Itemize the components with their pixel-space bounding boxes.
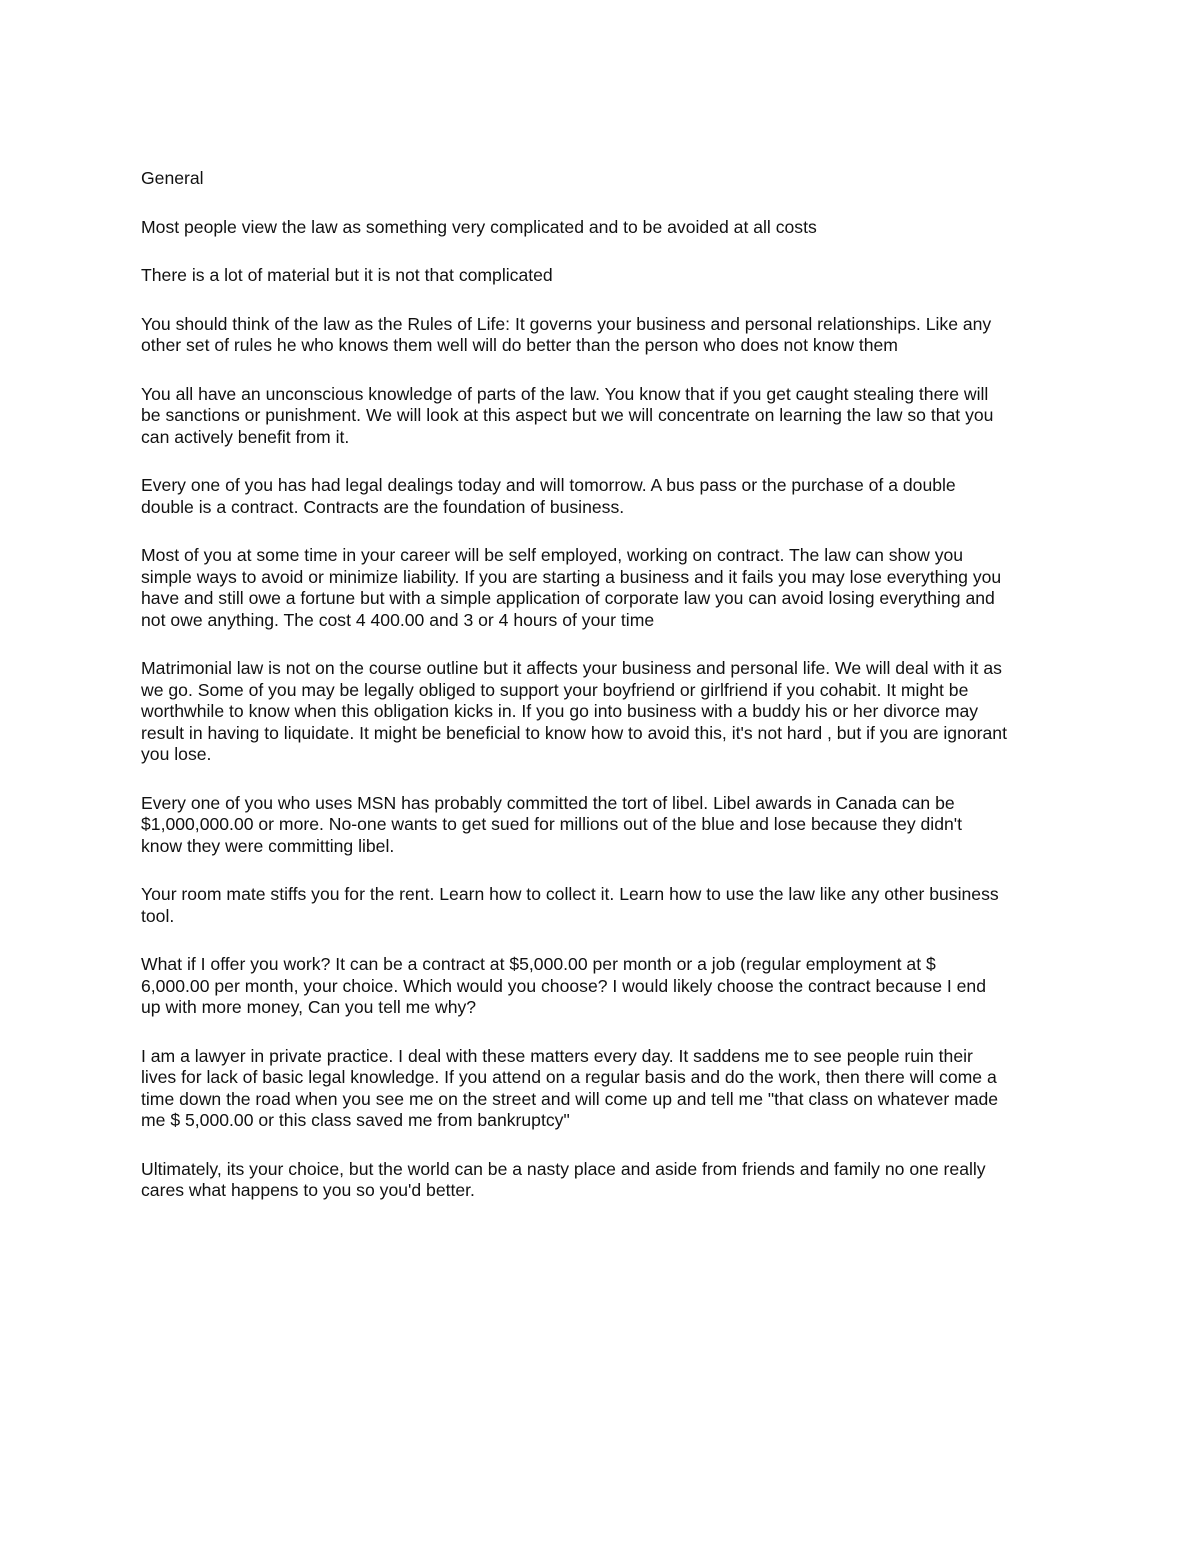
paragraph-line: You all have an unconscious knowledge of parts of the law. You know that if you get caught stealing there will [141,383,989,404]
paragraph-line: worthwhile to know when this obligation kicks in. If you go into business with a buddy his or her divorce may [141,701,979,721]
paragraph-line: not owe anything. The cost 4 400.00 and 3 or 4 hours of your time [141,609,655,630]
paragraph-line: Most people view the law as something very complicated and to be avoided at all costs [141,216,817,237]
paragraph-line: Your room mate stiffs you for the rent. Learn how to collect it. Learn how to use the law like any other business [141,884,999,904]
paragraph-line: cares what happens to you so you'd better. [141,1180,475,1200]
paragraph [141,265,1066,287]
paragraph-line: You should think of the law as the Rules of Life: It governs your business and personal relationships. Like any [141,313,992,334]
paragraph-line: be sanctions or punishment. We will look at this aspect but we will concentrate on learning the law so that you [141,405,994,425]
paragraph [141,954,1066,1019]
paragraph-line: know they were committing libel. [141,835,395,856]
paragraph [141,545,1066,631]
paragraph [141,1046,1066,1132]
paragraph-line: tool. [141,905,175,926]
paragraph-line: have and still owe a fortune but with a simple application of corporate law you can avoid losing everything and [141,588,995,608]
paragraph-line: other set of rules he who knows them well will do better than the person who does not know them [141,335,898,355]
paragraph-line: you lose. [141,744,212,764]
paragraph-line: up with more money, Can you tell me why? [141,997,477,1017]
paragraph-line: simple ways to avoid or minimize liability. If you are starting a business and it fails you may lose everything you [141,566,1002,587]
paragraph-line: double is a contract. Contracts are the foundation of business. [141,496,625,517]
paragraph-line: me $ 5,000.00 or this class saved me from bankruptcy" [141,1110,570,1130]
paragraph-line: I am a lawyer in private practice. I deal with these matters every day. It saddens me to see people ruin their [141,1045,973,1066]
paragraph-line: can actively benefit from it. [141,426,350,447]
paragraph [141,384,1066,449]
paragraph [141,1159,1066,1202]
paragraph [141,884,1066,927]
paragraph-line: Matrimonial law is not on the course outline but it affects your business and personal life. We will deal with it as [141,658,1002,678]
paragraph [141,314,1066,357]
document-heading: General [141,168,204,188]
paragraph-list [141,217,1066,1202]
paragraph-line: $1,000,000.00 or more. No-one wants to get sued for millions out of the blue and lose because they didn't [141,814,963,834]
paragraph-line: time down the road when you see me on the street and will come up and tell me "that class on whatever made [141,1088,999,1109]
document-body [141,168,1066,1229]
paragraph [141,793,1066,858]
paragraph [141,475,1066,518]
paragraph-line: result in having to liquidate. It might be beneficial to know how to avoid this, it's not hard , but if you are ignorant [141,722,1007,743]
paragraph-line: Ultimately, its your choice, but the world can be a nasty place and aside from friends and family no one really [141,1158,986,1179]
paragraph [141,658,1066,766]
paragraph-line: There is a lot of material but it is not that complicated [141,265,553,285]
paragraph-line: lives for lack of basic legal knowledge. If you attend on a regular basis and do the work, then there will come a [141,1067,997,1087]
paragraph-line: 6,000.00 per month, your choice. Which would you choose? I would likely choose the contract because I end [141,975,986,996]
paragraph-line: Most of you at some time in your career will be self employed, working on contract. The law can show you [141,545,964,565]
paragraph-line: Every one of you who uses MSN has probably committed the tort of libel. Libel awards in Canada can be [141,792,955,813]
paragraph [141,217,1066,239]
paragraph-line: we go. Some of you may be legally obliged to support your boyfriend or girlfriend if you cohabit. It might be [141,679,969,700]
paragraph-line: Every one of you has had legal dealings today and will tomorrow. A bus pass or the purchase of a double [141,475,956,495]
paragraph-line: What if I offer you work? It can be a contract at $5,000.00 per month or a job (regular employment at $ [141,954,936,974]
